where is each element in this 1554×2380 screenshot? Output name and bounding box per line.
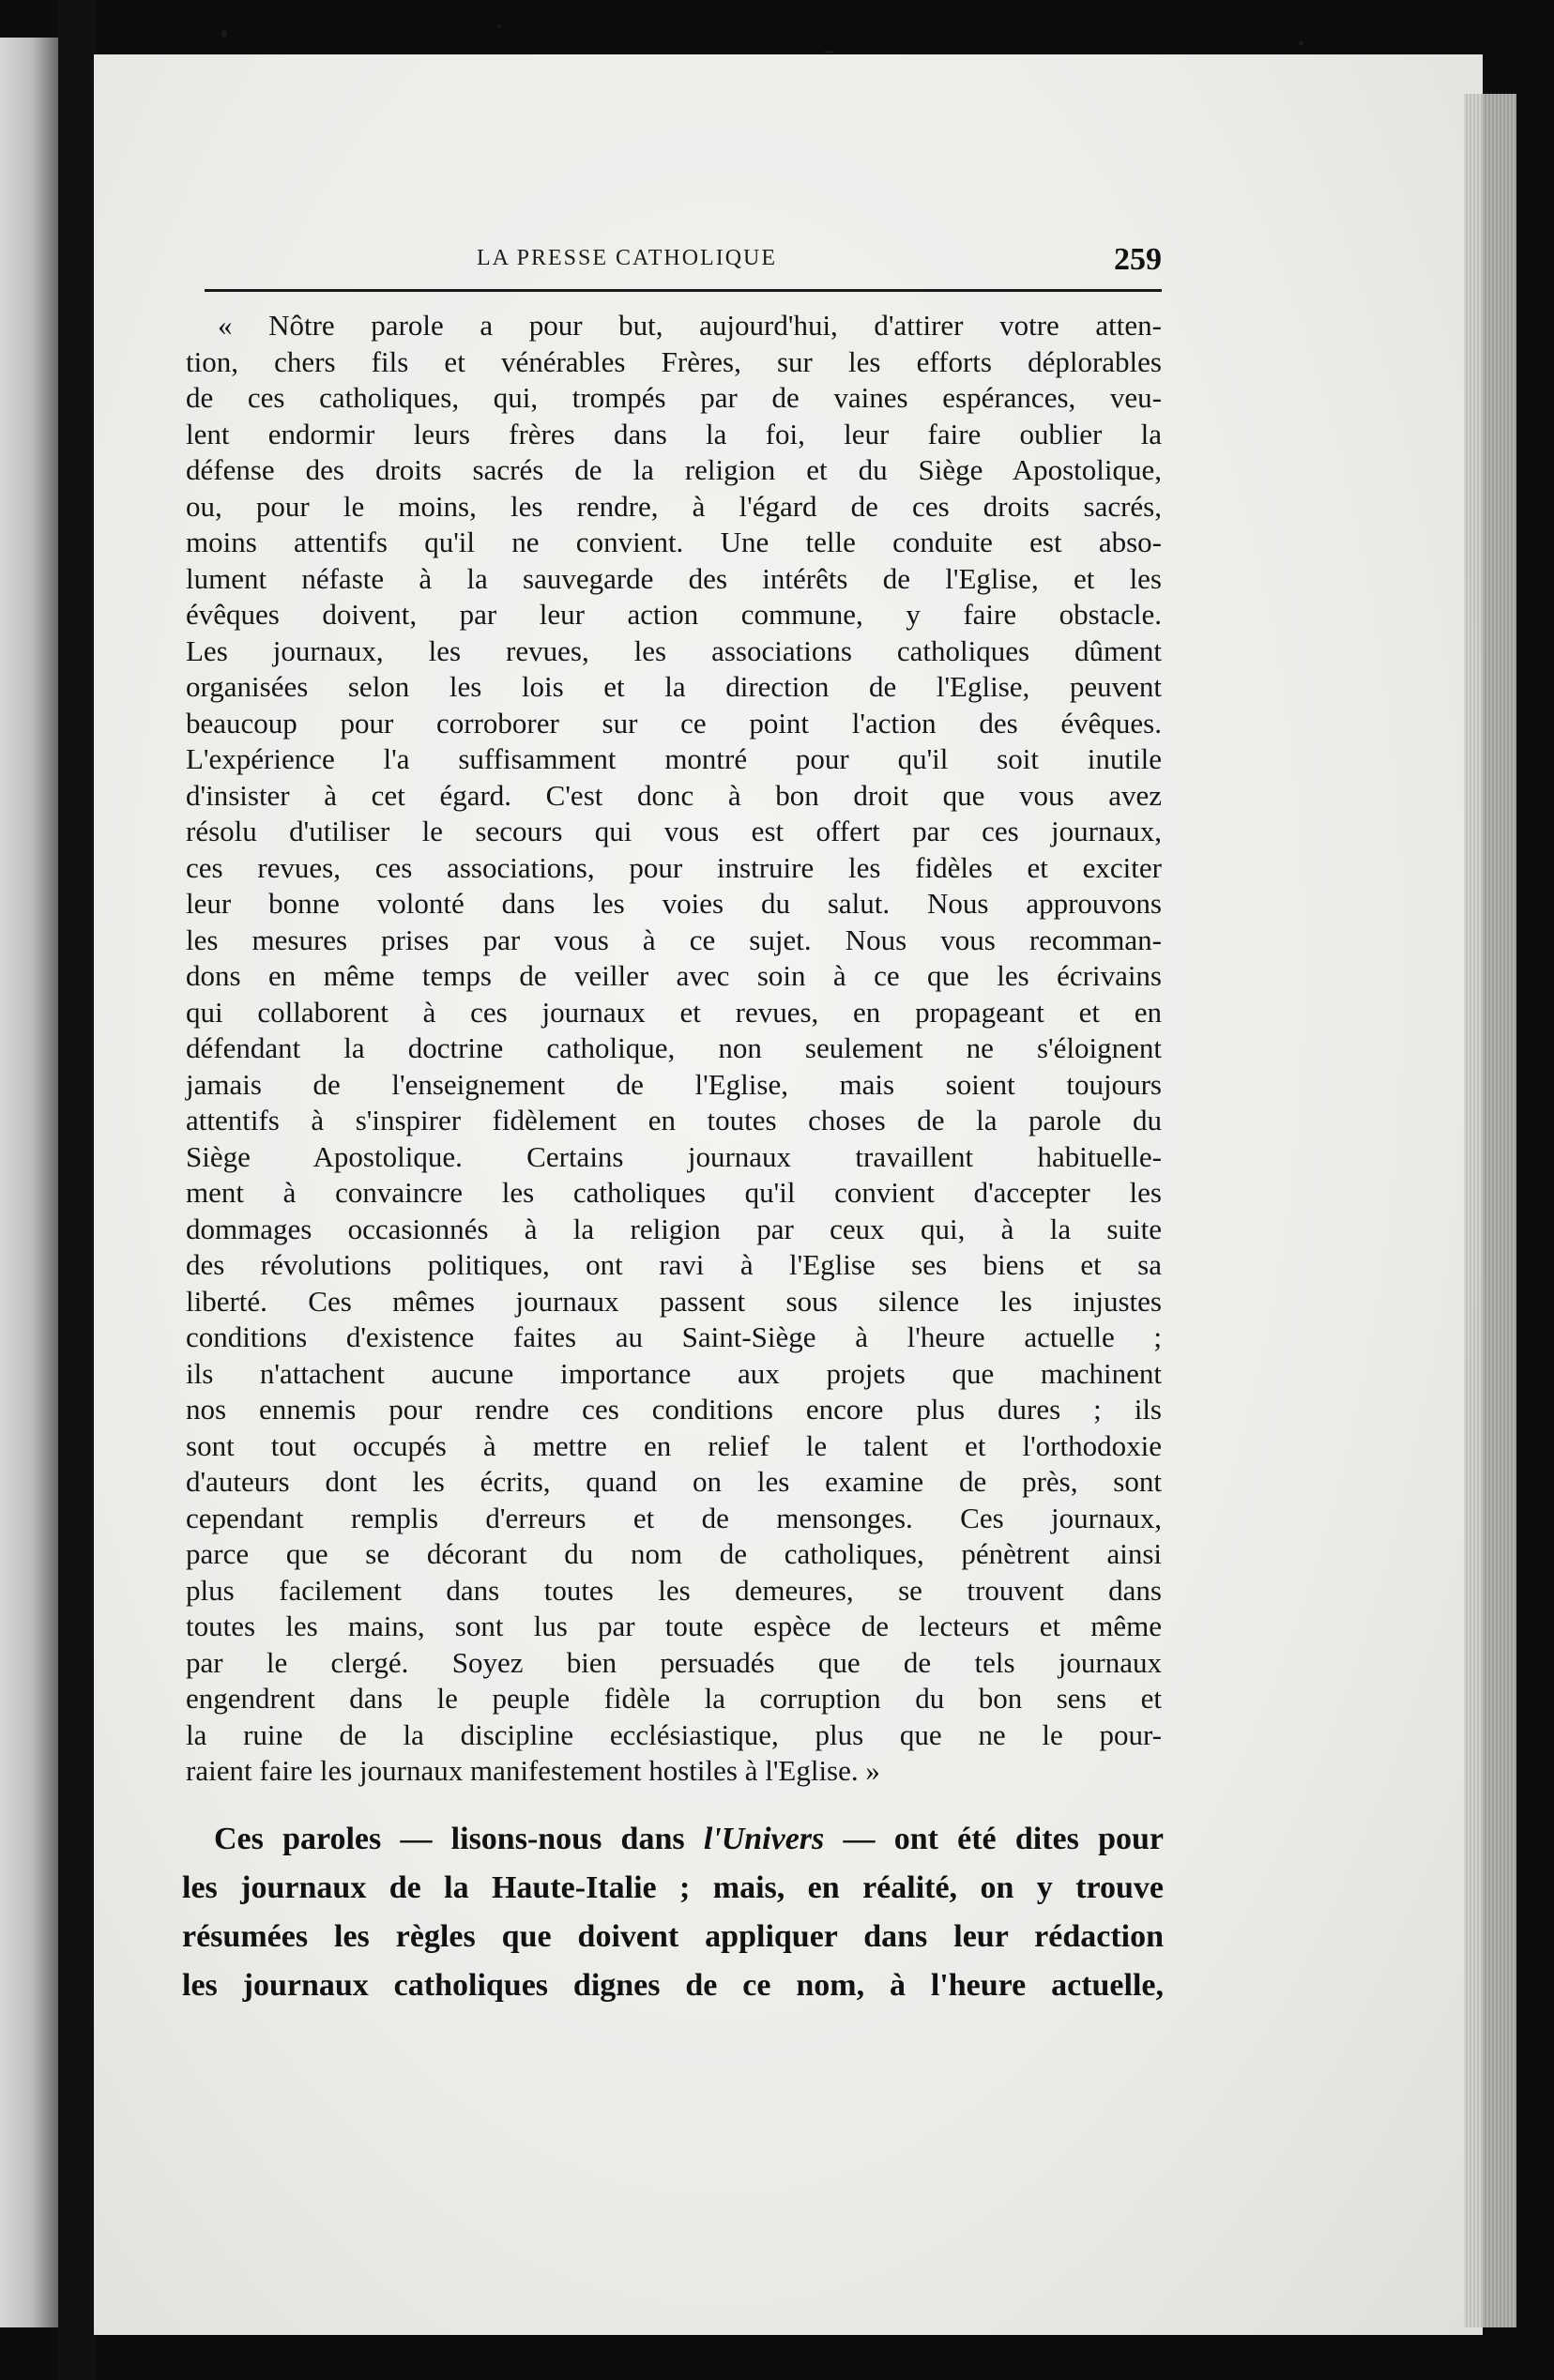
quote-line: plus facilement dans toutes les demeures, se trouvent dans <box>186 1573 1162 1607</box>
stacked-page-edges <box>1464 94 1516 2327</box>
body-line-text: Ces paroles — lisons-nous dans <box>214 1822 704 1856</box>
quote-line: moins attentifs qu'il ne convient. Une telle conduite est abso- <box>186 526 1162 558</box>
quote-line: lument néfaste à la sauvegarde des intérêts de l'Eglise, et les <box>186 561 1162 595</box>
body-line-text: les journaux catholiques dignes de ce nom, à l'heure actuelle, <box>182 1968 1164 2003</box>
quote-line: lent endormir leurs frères dans la foi, leur faire oublier la <box>186 417 1162 450</box>
body-line <box>182 1913 1164 1961</box>
body-line <box>182 1961 1164 2010</box>
quote-line: de ces catholiques, qui, trompés par de vaines espérances, veu- <box>186 381 1162 414</box>
quote-line: dommages occasionnés à la religion par ceux qui, à la suite <box>186 1212 1162 1245</box>
body-paragraph <box>182 1815 1164 2010</box>
quote-line: qui collaborent à ces journaux et revues, en propageant et en <box>186 995 1162 1029</box>
quote-line: sont tout occupés à mettre en relief le talent et l'orthodoxie <box>186 1428 1162 1462</box>
scan-speck <box>824 51 833 53</box>
quote-line: d'auteurs dont les écrits, quand on les examine de près, sont <box>186 1465 1162 1498</box>
body-line-text: les journaux de la Haute-Italie ; mais, en réalité, on y trouve <box>182 1870 1164 1905</box>
quote-line: ou, pour le moins, les rendre, à l'égard de ces droits sacrés, <box>186 489 1162 523</box>
scan-speck <box>1299 41 1303 46</box>
left-page-edge <box>0 38 58 2327</box>
quote-line: ment à convaincre les catholiques qu'il convient d'accepter les <box>186 1176 1162 1209</box>
quote-line: « Nôtre parole a pour but, aujourd'hui, d'attirer votre atten- <box>218 309 1162 342</box>
quote-line: la ruine de la discipline ecclésiastique, plus que ne le pour- <box>186 1717 1162 1751</box>
quote-line: d'insister à cet égard. C'est donc à bon droit que vous avez <box>186 778 1162 812</box>
quote-line: jamais de l'enseignement de l'Eglise, mais soient toujours <box>186 1067 1162 1101</box>
quote-line: Les journaux, les revues, les associations catholiques dûment <box>186 633 1162 667</box>
body-line <box>182 1815 1164 1864</box>
quote-line: leur bonne volonté dans les voies du salut. Nous approuvons <box>186 887 1162 920</box>
quote-line: beaucoup pour corroborer sur ce point l'action des évêques. <box>186 706 1162 740</box>
quote-line: dons en même temps de veiller avec soin à ce que les écrivains <box>186 959 1162 992</box>
quote-line: ces revues, ces associations, pour instruire les fidèles et exciter <box>186 850 1162 884</box>
running-head <box>205 242 1162 280</box>
quote-line: conditions d'existence faites au Saint-Siège à l'heure actuelle ; <box>186 1320 1162 1353</box>
quote-line: raient faire les journaux manifestement hostiles à l'Eglise. » <box>186 1754 880 1787</box>
quote-line: défense des droits sacrés de la religion et du Siège Apostolique, <box>186 453 1162 486</box>
running-title: LA PRESSE CATHOLIQUE <box>477 246 778 270</box>
quote-line: attentifs à s'inspirer fidèlement en toutes choses de la parole du <box>186 1104 1162 1137</box>
body-line-text: — ont été dites pour <box>824 1822 1164 1856</box>
quote-line: engendrent dans le peuple fidèle la corruption du bon sens et <box>186 1682 1162 1715</box>
quote-line: par le clergé. Soyez bien persuadés que de tels journaux <box>186 1645 1162 1679</box>
header-rule <box>205 289 1162 292</box>
quote-line: tion, chers fils et vénérables Frères, sur les efforts déplorables <box>186 344 1162 378</box>
quote-line: cependant remplis d'erreurs et de mensonges. Ces journaux, <box>186 1501 1162 1534</box>
body-line-text: résumées les règles que doivent appliquer dans leur rédaction <box>182 1919 1164 1954</box>
quoted-passage <box>186 308 1162 1790</box>
scan-speck <box>221 30 227 38</box>
quote-line: les mesures prises par vous à ce sujet. Nous vous recomman- <box>186 923 1162 956</box>
quote-line: toutes les mains, sont lus par toute espèce de lecteurs et même <box>186 1610 1162 1642</box>
quote-line: nos ennemis pour rendre ces conditions encore plus dures ; ils <box>186 1393 1162 1426</box>
emphasized-title: l'Univers <box>703 1822 825 1856</box>
book-gutter <box>58 0 96 2380</box>
quote-line: organisées selon les lois et la direction de l'Eglise, peuvent <box>186 670 1162 703</box>
quote-line: ils n'attachent aucune importance aux projets que machinent <box>186 1356 1162 1390</box>
quote-line: évêques doivent, par leur action commune, y faire obstacle. <box>186 598 1162 631</box>
quote-line: parce que se décorant du nom de catholiques, pénètrent ainsi <box>186 1537 1162 1570</box>
page-number: 259 <box>1114 242 1162 277</box>
quote-line: des révolutions politiques, ont ravi à l'Eglise ses biens et sa <box>186 1248 1162 1281</box>
quote-line: défendant la doctrine catholique, non seulement ne s'éloignent <box>186 1031 1162 1064</box>
quote-line: L'expérience l'a suffisamment montré pour qu'il soit inutile <box>186 742 1162 775</box>
quote-line: résolu d'utiliser le secours qui vous est offert par ces journaux, <box>186 815 1162 847</box>
body-line <box>182 1864 1164 1913</box>
scan-speck <box>497 24 501 28</box>
quote-line: liberté. Ces mêmes journaux passent sous silence les injustes <box>186 1284 1162 1318</box>
quote-line: Siège Apostolique. Certains journaux travaillent habituelle- <box>186 1139 1162 1173</box>
